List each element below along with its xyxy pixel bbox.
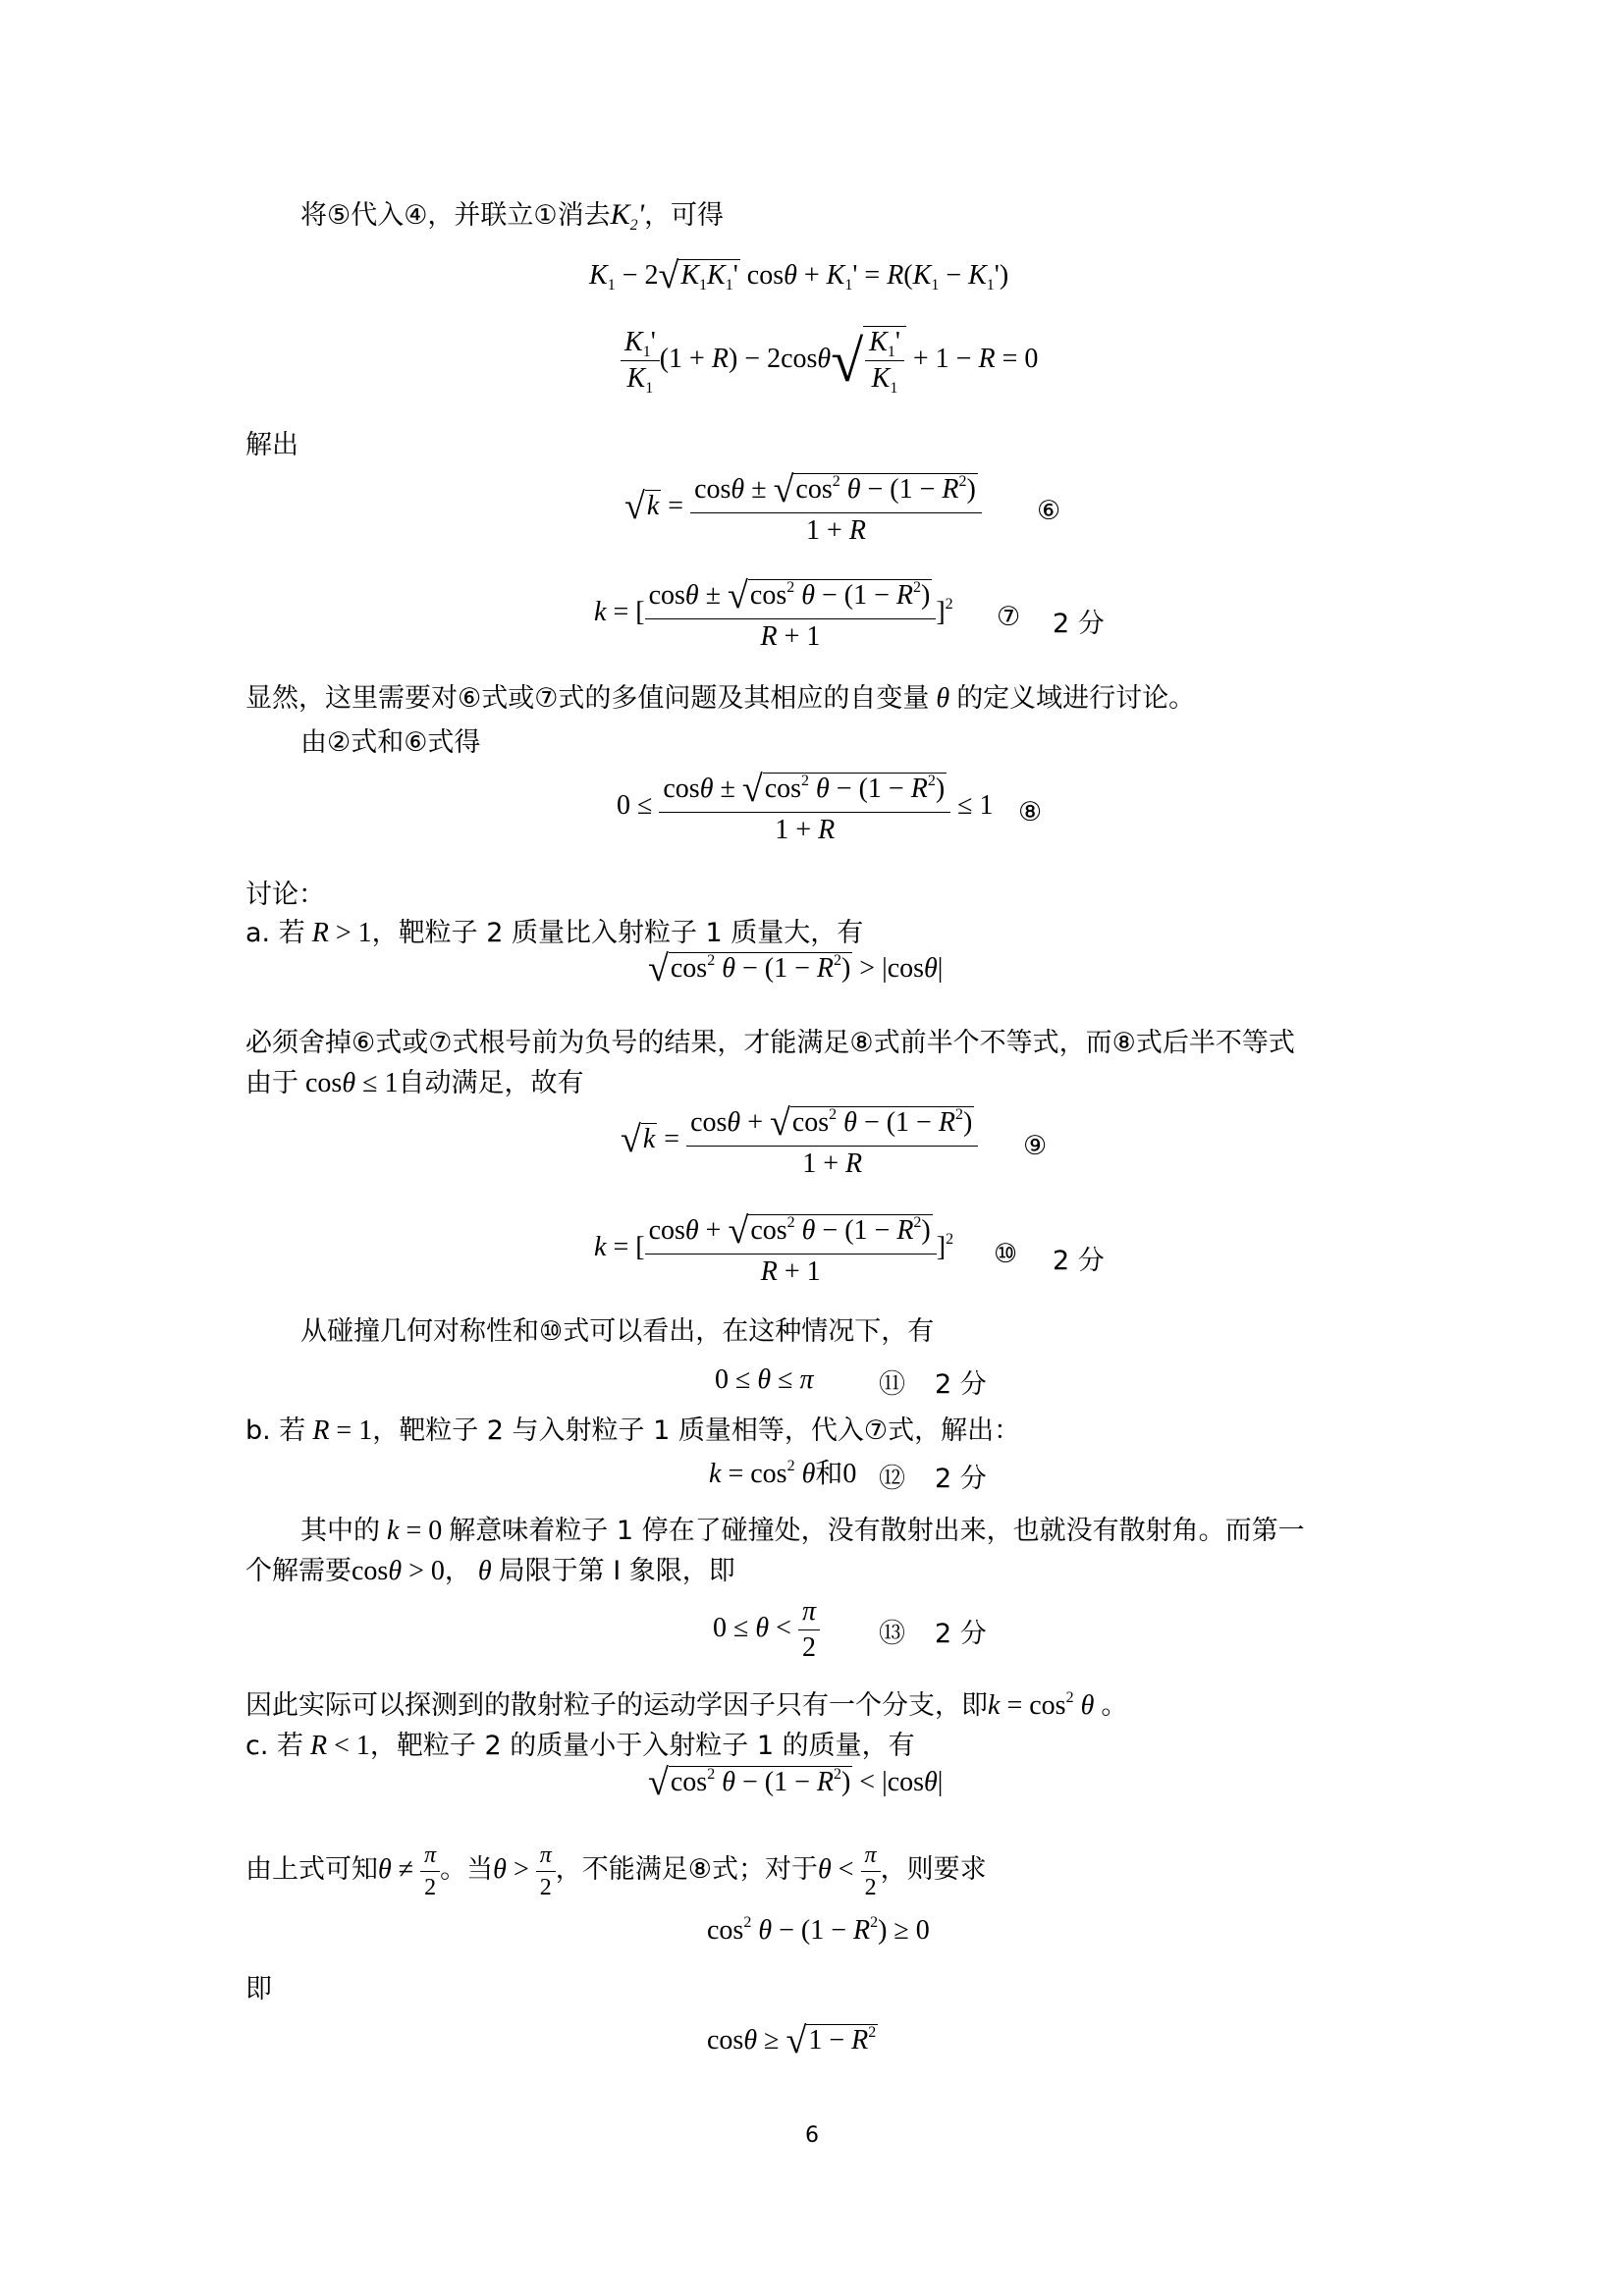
paragraph-line: [245, 1843, 987, 1899]
equation: $k = \cos^2 \theta$和0: [709, 1457, 857, 1489]
equation: $√\cos^2$ $\theta - (1 - R^2) < |\cos\theta|$: [648, 1762, 944, 1803]
score-label: 2 分: [1053, 609, 1105, 639]
text-run: 即: [245, 1974, 272, 2004]
paragraph-line: [300, 199, 724, 233]
equation-6: √k = $\frac{\cos\theta \pm √\cos^2 \theta - (1 - R^2)}{1 + R}$: [624, 471, 982, 545]
paragraph-line: [245, 917, 863, 950]
text-run: ，不能满足⑧式；对于: [555, 1853, 818, 1885]
text-run: ，靶粒子 2 与入射粒子 1 质量相等，代入⑦式，解出：: [372, 1415, 1021, 1446]
math-theta: θ: [470, 1556, 499, 1586]
text-run: 解意味着粒子 1 停在了碰撞处，没有散射出来，也就没有散射角。而第一: [449, 1516, 1305, 1546]
math-inline: cosθ ≤ 1: [298, 1068, 399, 1098]
text-run: 由于: [245, 1068, 298, 1098]
equation-number: ⑫: [879, 1464, 905, 1494]
text-run: ，: [444, 1556, 471, 1586]
text-run: c. 若: [245, 1731, 304, 1761]
text-run: ，靶粒子 2 的质量小于入射粒子 1 的质量，有: [369, 1731, 915, 1761]
math-inline: k = 0: [387, 1516, 450, 1546]
equation-number: ⑧: [1018, 797, 1043, 828]
text-run: 将⑤代入④，并联立①消去: [300, 200, 611, 231]
paragraph-line: [245, 1730, 915, 1763]
text-run: 由上式可知: [245, 1853, 378, 1885]
page-number: 6: [805, 2123, 819, 2148]
math-inline: R > 1: [311, 918, 372, 948]
text-run: 因此实际可以探测到的散射粒子的运动学因子只有一个分支，即: [245, 1690, 988, 1721]
paragraph-line: [245, 1555, 735, 1588]
paragraph-line: [245, 879, 325, 912]
equation-number: ⑬: [879, 1619, 905, 1649]
equation-number: ⑥: [1037, 496, 1061, 526]
math-inline: cosθ > 0: [352, 1556, 445, 1586]
equation-9: √k = $\frac{\cos\theta + √\cos^2 \theta - (1 - R^2)}{1 + R}$: [621, 1104, 978, 1178]
text-run: 的定义域进行讨论。: [956, 683, 1196, 714]
paragraph-line: [300, 726, 480, 760]
math-inline: θ < $\frac{\pi}{2}$: [818, 1854, 881, 1885]
text-run: 解出: [245, 430, 298, 460]
math-theta: θ: [929, 683, 957, 714]
equation-8: 0 ≤ $\frac{\cos\theta \pm √\cos^2 \theta - (1 - R^2)}{1 + R}$ ≤ 1: [617, 769, 994, 845]
text-run: ，则要求: [880, 1853, 987, 1885]
equation: $\cos^2 \theta - (1 - R^2) \ge 0$: [707, 1914, 930, 1946]
text-run: ，靶粒子 2 质量比入射粒子 1 质量大，有: [371, 918, 864, 948]
score-label: 2 分: [935, 1619, 987, 1649]
math-inline: R = 1: [312, 1415, 373, 1446]
paragraph-line: [245, 1027, 1295, 1060]
text-run: 讨论：: [245, 880, 325, 910]
equation-number: ⑨: [1023, 1131, 1048, 1161]
text-run: 局限于第 I 象限，即: [498, 1556, 735, 1586]
equation: $\frac{K_1'}{K_1}$ (1 + R) − 2cosθ√ $\frac{K_1'}{K_1}$ + 1 − R = 0: [621, 326, 1038, 393]
equation: $\cos\theta \ge √1 - R^2$: [707, 2020, 877, 2061]
score-label: 2 分: [1053, 1246, 1105, 1276]
math-K2prime: $K_2'$: [610, 198, 645, 234]
paragraph-line: [245, 1415, 1020, 1448]
paragraph-line: [245, 429, 298, 462]
score-label: 2 分: [935, 1369, 987, 1400]
text-run: 自动满足，故有: [398, 1068, 584, 1098]
paragraph-line: [300, 1515, 1305, 1548]
text-run: ，可得: [644, 200, 725, 231]
text-run: 个解需要: [245, 1556, 352, 1586]
paragraph-line: [300, 1315, 934, 1349]
math-inline: θ > $\frac{\pi}{2}$: [493, 1854, 556, 1885]
math-inline: θ ≠ $\frac{\pi}{2}$: [378, 1854, 440, 1885]
score-label: 2 分: [935, 1464, 987, 1494]
text-run: 由②式和⑥式得: [300, 727, 481, 758]
equation-7: k = [ $\frac{\cos\theta \pm √\cos^2 \theta - (1 - R^2)}{R + 1}$ ]$^2$: [594, 575, 953, 652]
math-inline: $k = \cos^2 \theta$: [988, 1689, 1095, 1721]
text-run: a. 若: [245, 918, 305, 948]
paragraph-line: [245, 682, 1195, 716]
text-run: 。: [1101, 1690, 1128, 1721]
equation-number: ⑩: [994, 1239, 1018, 1269]
text-run: 。当: [440, 1853, 494, 1885]
equation-number: ⑦: [997, 602, 1021, 632]
equation: 0 ≤ θ ≤ π: [715, 1364, 814, 1395]
equation-number: ⑪: [879, 1369, 905, 1400]
equation: 0 ≤ θ < $\frac{\pi}{2}$: [713, 1598, 820, 1662]
text-run: 从碰撞几何对称性和⑩式可以看出，在这种情况下，有: [300, 1316, 935, 1347]
text-run: b. 若: [245, 1415, 306, 1446]
paragraph-line: [245, 1689, 1127, 1723]
math-inline: R < 1: [310, 1731, 370, 1761]
text-run: 必须舍掉⑥式或⑦式根号前为负号的结果，才能满足⑧式前半个不等式，而⑧式后半不等式: [245, 1028, 1295, 1058]
equation-10: k = [ $\frac{\cos\theta + √\cos^2 \theta - (1 - R^2)}{R + 1}$ ]$^2$: [594, 1210, 954, 1287]
text-run: 显然，这里需要对⑥式或⑦式的多值问题及其相应的自变量: [245, 683, 930, 714]
paragraph-line: [245, 1067, 583, 1100]
equation: $K_1 - 2√K_1K_1'$ $\cos\theta + K_1' = R(K_1 - K_1')$: [589, 255, 1009, 296]
paragraph-line: [245, 1973, 272, 2006]
equation: $√\cos^2$ $\theta - (1 - R^2) > |\cos\theta|$: [648, 948, 944, 989]
text-run: 其中的: [300, 1516, 380, 1546]
